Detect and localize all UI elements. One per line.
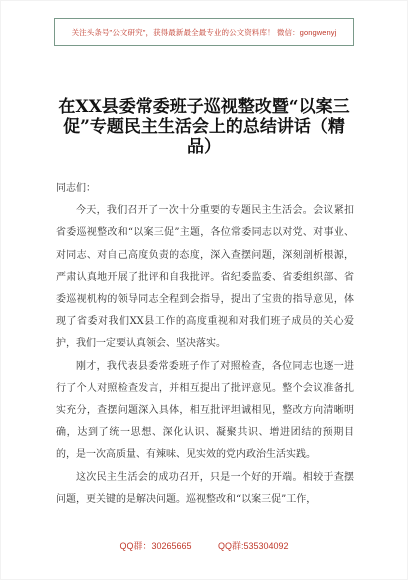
document-title: 在XX县委常委班子巡视整改暨“以案三促”专题民主生活会上的总结讲话（精品） [58, 97, 350, 158]
paragraph: 这次民主生活会的成功召开，只是一个好的开端。相较于查摆问题，更关键的是解决问题。巡视整改和“以案三促”工作， [56, 471, 354, 505]
salutation: 同志们： [56, 183, 96, 194]
footer-contacts [0, 539, 408, 552]
document-body [56, 178, 354, 511]
paragraph: 今天，我们召开了一次十分重要的专题民主生活会。会议紧扣省委巡视整改和“以案三促”主题，各位常委同志以对党、对事业、对同志、对自己高度负责的态度，深入查摆问题，深刻剖析根源，严肃认真地开展了批评和自我批评。省纪委监委、省委组织部、省委巡视机构的领导同志全程到会指导，提出了宝贵的指导意见，体现了省委对我们XX县工作的高度重视和对我们班子成员的关心爱护，我们一定要认真领会、坚决落实。 [56, 205, 354, 350]
header-notice-box [54, 18, 354, 46]
footer-qq-group-1: QQ群：30265665 [119, 541, 192, 551]
header-notice: 关注头条号"公文研究"，获得最新最全最专业的公文资料库！ 微信：gongwenyj [71, 27, 337, 37]
paragraph: 刚才，我代表县委常委班子作了对照检查，各位同志也逐一进行了个人对照检查发言，并相互提出了批评意见。整个会议准备扎实充分，查摆问题深入具体，相互批评坦诚相见，整改方向清晰明确，达到了统一思想、深化认识、凝聚共识、增进团结的预期目的，是一次高质量、有辣味、见实效的党内政治生活实践。 [56, 360, 354, 461]
footer-qq-group-2: QQ群:535304092 [218, 541, 289, 551]
